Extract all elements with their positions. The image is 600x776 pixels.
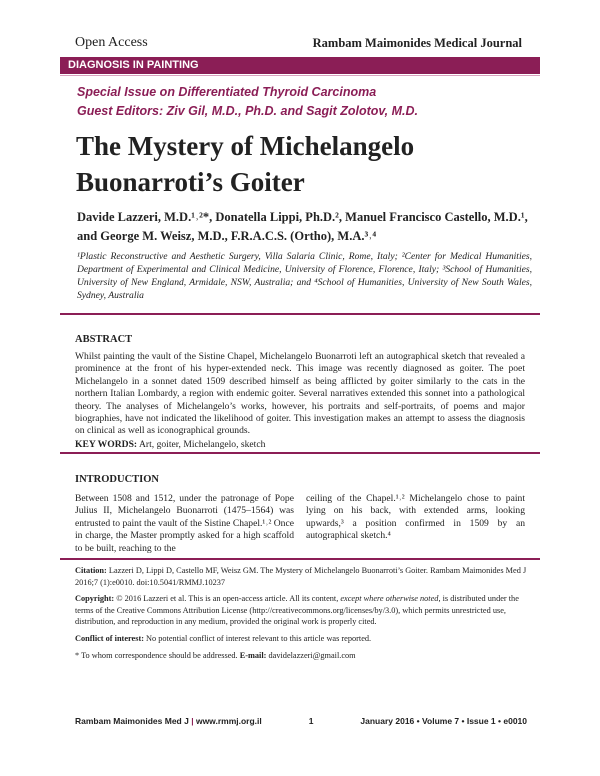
conflict-of-interest (75, 633, 527, 645)
keywords (75, 439, 265, 450)
footer-url[interactable]: www.rmmj.org.il (195, 716, 262, 726)
journal-name: Rambam Maimonides Medical Journal (312, 36, 522, 50)
conflict-label: Conflict of interest: (75, 633, 144, 643)
intro-column-1: Between 1508 and 1512, under the patronage of Pope Julius II, Michelangelo Buonarroti (1475–1564) was entrusted to paint the vault of the Sistine Chapel.¹˒² Once in charge, the Master promptly asked for a high scaffold to be built, reaching to the (75, 493, 294, 554)
article-title: The Mystery of Michelangelo Buonarroti’s Goiter (76, 131, 415, 197)
citation-text: Lazzeri D, Lippi D, Castello MF, Weisz GM. The Mystery of Michelangelo Buonarroti’s Goiter. Rambam Maimonides Med J 2016;7 (1):e0010. doi:10.5041/RMMJ.10237 (75, 566, 527, 587)
section-banner: DIAGNOSIS IN PAINTING (60, 57, 540, 74)
copyright-emphasis: except where otherwise noted (340, 594, 439, 604)
divider (60, 452, 540, 454)
footer-journal: Rambam Maimonides Med J (75, 716, 189, 726)
footer-issue: January 2016 • Volume 7 • Issue 1 • e0010 (360, 716, 527, 726)
email-link[interactable]: davidelazzeri@gmail.com (266, 650, 356, 660)
citation (75, 565, 527, 588)
copyright-text-2: , is distributed under the terms of the Creative Commons Attribution License (http://creativecommons.org/licenses/by/3.0), which permits unrestricted use, distribution, and reproduction in any medium, provided the original work is properly cited. (75, 594, 519, 627)
email-label: E-mail: (239, 650, 267, 660)
abstract-heading: ABSTRACT (75, 334, 133, 345)
conflict-text: No potential conflict of interest relevant to this article was reported. (143, 633, 372, 643)
special-issue (77, 83, 418, 121)
article-metadata (75, 565, 527, 666)
correspondence (75, 650, 527, 662)
affiliations: ¹Plastic Reconstructive and Aesthetic Surgery, Villa Salaria Clinic, Rome, Italy; ²Center for Medical Humanities, Department of Experimental and Clinical Medicine, University of Florence, Florence, Italy; ³School of Humanities, University of New England, Armidale, NSW, Australia; and ⁴School of Humanities, University of New South Wales, Sydney, Australia (77, 251, 532, 301)
abstract (75, 334, 525, 438)
introduction (75, 474, 525, 485)
correspondence-text: * To whom correspondence should be addressed. (75, 650, 240, 660)
page-footer (75, 716, 527, 726)
divider (60, 313, 540, 315)
divider (60, 558, 540, 560)
introduction-heading: INTRODUCTION (75, 474, 160, 485)
keywords-label: KEY WORDS: (75, 439, 138, 450)
copyright-text: © 2016 Lazzeri et al. This is an open-access article. All its content, (114, 594, 341, 604)
page-number: 1 (308, 716, 314, 726)
authors: Davide Lazzeri, M.D.¹˒²*, Donatella Lippi, Ph.D.², Manuel Francisco Castello, M.D.¹, and George M. Weisz, M.D., F.R.A.C.S. (Ortho), M.A.³˒⁴ (77, 210, 528, 243)
guest-editors: Guest Editors: Ziv Gil, M.D., Ph.D. and Sagit Zolotov, M.D. (77, 104, 418, 118)
keywords-text: Art, goiter, Michelangelo, sketch (137, 439, 266, 450)
copyright (75, 593, 527, 628)
citation-label: Citation: (75, 566, 107, 575)
open-access-label: Open Access (75, 35, 148, 50)
copyright-label: Copyright: (75, 594, 115, 604)
footer-separator: | (188, 716, 196, 726)
abstract-text: Whilst painting the vault of the Sistine Chapel, Michelangelo Buonarroti left an autographical sketch that revealed a prominence at the front of his hyper-extended neck. This image was recently diagnosed as goiter. The poet Michelangelo in a sonnet dated 1509 described himself as being afflicted by goiter similarly to the cats in the northern Italian Lombardy, a region with endemic goiter. Several narratives extended this sonnet into a pathological theory. The analyses of Michelangelo’s works, however, his portraits and self-portraits, of poems and major biographies, have not indicated the likelihood of goiter. This investigation makes an attempt to assess the diagnosis on clinical as well as iconographical grounds. (75, 351, 525, 437)
special-issue-title: Special Issue on Differentiated Thyroid Carcinoma (77, 85, 377, 99)
intro-column-2: ceiling of the Chapel.¹˒² Michelangelo chose to paint lying on his back, with extended arms, looking upwards,³ a position confirmed in 1509 by an autographical sketch.⁴ (306, 493, 525, 542)
